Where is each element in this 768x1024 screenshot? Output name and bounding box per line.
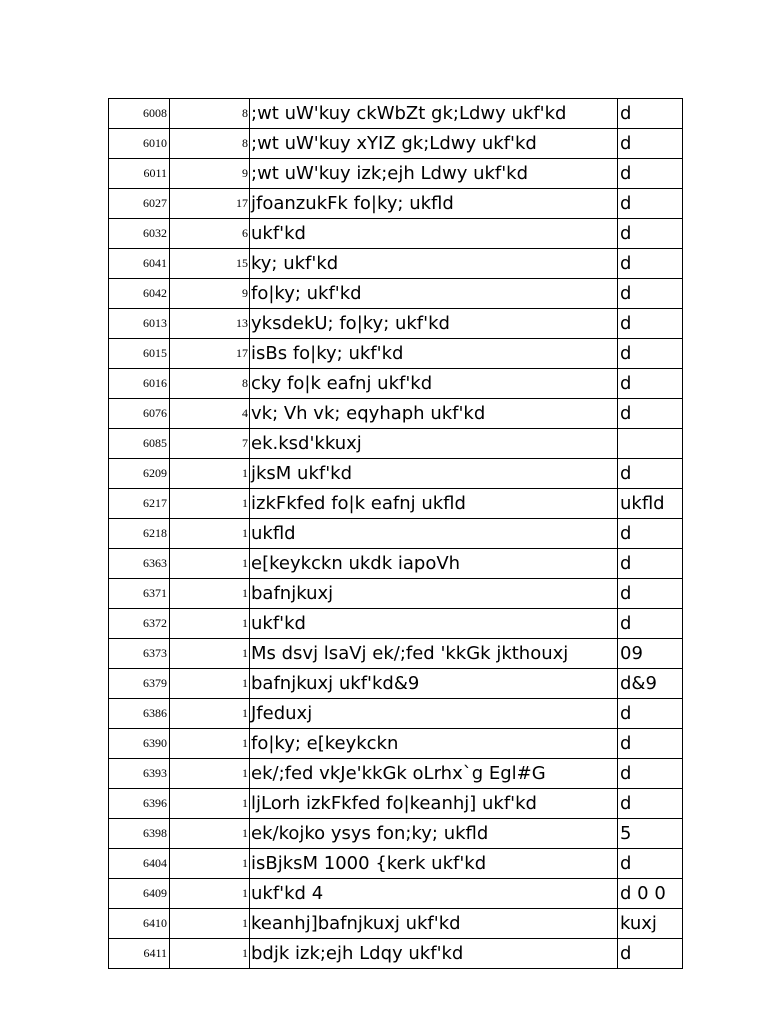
row-code-cell: 6027 — [109, 189, 170, 219]
table-row — [109, 459, 683, 489]
row-code-cell: 6393 — [109, 759, 170, 789]
row-description-cell: yksdekU; fo|ky; ukf'kd — [250, 309, 618, 339]
row-quantity-cell: 1 — [170, 609, 250, 639]
row-code-cell: 6379 — [109, 669, 170, 699]
table-row — [109, 669, 683, 699]
row-quantity-cell: 6 — [170, 219, 250, 249]
row-description-cell: bafnjkuxj — [250, 579, 618, 609]
row-quantity-cell: 9 — [170, 159, 250, 189]
row-description-cell: ky; ukf'kd — [250, 249, 618, 279]
table-row — [109, 639, 683, 669]
row-unit-cell: d — [618, 189, 683, 219]
data-table — [108, 98, 683, 969]
table-row — [109, 909, 683, 939]
row-description-cell: Ms dsvj lsaVj ek/;fed 'kkGk jkthouxj — [250, 639, 618, 669]
row-description-cell: fo|ky; e[keykckn — [250, 729, 618, 759]
row-unit-cell: d — [618, 129, 683, 159]
row-quantity-cell: 13 — [170, 309, 250, 339]
row-quantity-cell: 1 — [170, 639, 250, 669]
row-description-cell: ukf'kd 4 — [250, 879, 618, 909]
row-code-cell: 6085 — [109, 429, 170, 459]
row-unit-cell: d — [618, 549, 683, 579]
row-unit-cell: d — [618, 939, 683, 969]
table-row — [109, 579, 683, 609]
row-quantity-cell: 1 — [170, 459, 250, 489]
row-code-cell: 6390 — [109, 729, 170, 759]
row-code-cell: 6008 — [109, 99, 170, 129]
row-unit-cell: d — [618, 609, 683, 639]
row-unit-cell: kuxj — [618, 909, 683, 939]
row-unit-cell: d — [618, 519, 683, 549]
row-unit-cell: d — [618, 219, 683, 249]
row-unit-cell: 5 — [618, 819, 683, 849]
row-quantity-cell: 8 — [170, 99, 250, 129]
row-description-cell: bafnjkuxj ukf'kd&9 — [250, 669, 618, 699]
row-description-cell: fo|ky; ukf'kd — [250, 279, 618, 309]
row-unit-cell: 09 — [618, 639, 683, 669]
table-row — [109, 339, 683, 369]
row-quantity-cell: 1 — [170, 669, 250, 699]
row-description-cell: cky fo|k eafnj ukf'kd — [250, 369, 618, 399]
row-quantity-cell: 7 — [170, 429, 250, 459]
table-row — [109, 849, 683, 879]
row-unit-cell: d 0 0 — [618, 879, 683, 909]
row-unit-cell: d — [618, 339, 683, 369]
row-unit-cell: d — [618, 249, 683, 279]
table-row — [109, 189, 683, 219]
table-row — [109, 399, 683, 429]
row-unit-cell: d&9 — [618, 669, 683, 699]
row-code-cell: 6015 — [109, 339, 170, 369]
row-code-cell: 6016 — [109, 369, 170, 399]
row-quantity-cell: 1 — [170, 519, 250, 549]
row-description-cell: ukfld — [250, 519, 618, 549]
row-description-cell: isBs fo|ky; ukf'kd — [250, 339, 618, 369]
row-description-cell: ek.ksd'kkuxj — [250, 429, 618, 459]
row-unit-cell — [618, 429, 683, 459]
row-description-cell: ek/kojko ysys fon;ky; ukfld — [250, 819, 618, 849]
row-description-cell: ukf'kd — [250, 609, 618, 639]
row-code-cell: 6386 — [109, 699, 170, 729]
row-quantity-cell: 8 — [170, 369, 250, 399]
row-description-cell: isBjksM 1000 {kerk ukf'kd — [250, 849, 618, 879]
row-unit-cell: d — [618, 309, 683, 339]
row-code-cell: 6398 — [109, 819, 170, 849]
row-quantity-cell: 1 — [170, 489, 250, 519]
table-row — [109, 819, 683, 849]
row-code-cell: 6013 — [109, 309, 170, 339]
row-unit-cell: d — [618, 159, 683, 189]
row-description-cell: keanhj]bafnjkuxj ukf'kd — [250, 909, 618, 939]
row-description-cell: bdjk izk;ejh Ldqy ukf'kd — [250, 939, 618, 969]
table-row — [109, 549, 683, 579]
row-unit-cell: d — [618, 759, 683, 789]
row-unit-cell: d — [618, 699, 683, 729]
row-code-cell: 6409 — [109, 879, 170, 909]
row-description-cell: ljLorh izkFkfed fo|keanhj] ukf'kd — [250, 789, 618, 819]
row-code-cell: 6363 — [109, 549, 170, 579]
table-row — [109, 429, 683, 459]
table-row — [109, 699, 683, 729]
row-code-cell: 6042 — [109, 279, 170, 309]
row-unit-cell: ukfld — [618, 489, 683, 519]
row-description-cell: ;wt uW'kuy izk;ejh Ldwy ukf'kd — [250, 159, 618, 189]
row-description-cell: Jfeduxj — [250, 699, 618, 729]
row-quantity-cell: 4 — [170, 399, 250, 429]
row-description-cell: e[keykckn ukdk iapoVh — [250, 549, 618, 579]
row-code-cell: 6372 — [109, 609, 170, 639]
table-row — [109, 279, 683, 309]
row-description-cell: ;wt uW'kuy ckWbZt gk;Ldwy ukf'kd — [250, 99, 618, 129]
table-row — [109, 99, 683, 129]
table-row — [109, 219, 683, 249]
row-code-cell: 6209 — [109, 459, 170, 489]
row-code-cell: 6076 — [109, 399, 170, 429]
table-row — [109, 879, 683, 909]
table-row — [109, 129, 683, 159]
row-quantity-cell: 17 — [170, 189, 250, 219]
row-unit-cell: d — [618, 399, 683, 429]
row-quantity-cell: 1 — [170, 909, 250, 939]
row-description-cell: izkFkfed fo|k eafnj ukfld — [250, 489, 618, 519]
row-code-cell: 6396 — [109, 789, 170, 819]
row-quantity-cell: 1 — [170, 789, 250, 819]
table-row — [109, 609, 683, 639]
table-row — [109, 489, 683, 519]
row-unit-cell: d — [618, 459, 683, 489]
row-code-cell: 6371 — [109, 579, 170, 609]
row-description-cell: ;wt uW'kuy xYIZ gk;Ldwy ukf'kd — [250, 129, 618, 159]
row-quantity-cell: 1 — [170, 819, 250, 849]
row-quantity-cell: 15 — [170, 249, 250, 279]
row-description-cell: jfoanzukFk fo|ky; ukfld — [250, 189, 618, 219]
row-code-cell: 6217 — [109, 489, 170, 519]
row-unit-cell: d — [618, 99, 683, 129]
row-code-cell: 6373 — [109, 639, 170, 669]
row-quantity-cell: 1 — [170, 759, 250, 789]
row-quantity-cell: 9 — [170, 279, 250, 309]
document-sheet — [108, 98, 678, 969]
row-quantity-cell: 17 — [170, 339, 250, 369]
row-quantity-cell: 1 — [170, 849, 250, 879]
row-quantity-cell: 1 — [170, 699, 250, 729]
table-row — [109, 759, 683, 789]
row-code-cell: 6010 — [109, 129, 170, 159]
table-row — [109, 789, 683, 819]
table-row — [109, 939, 683, 969]
row-unit-cell: d — [618, 369, 683, 399]
row-code-cell: 6404 — [109, 849, 170, 879]
row-quantity-cell: 1 — [170, 579, 250, 609]
row-unit-cell: d — [618, 729, 683, 759]
table-row — [109, 519, 683, 549]
table-row — [109, 729, 683, 759]
row-code-cell: 6411 — [109, 939, 170, 969]
row-code-cell: 6218 — [109, 519, 170, 549]
table-body — [109, 99, 683, 969]
row-code-cell: 6032 — [109, 219, 170, 249]
row-code-cell: 6011 — [109, 159, 170, 189]
row-unit-cell: d — [618, 849, 683, 879]
table-row — [109, 249, 683, 279]
row-quantity-cell: 1 — [170, 939, 250, 969]
table-row — [109, 159, 683, 189]
row-description-cell: ukf'kd — [250, 219, 618, 249]
row-code-cell: 6041 — [109, 249, 170, 279]
row-quantity-cell: 8 — [170, 129, 250, 159]
row-quantity-cell: 1 — [170, 549, 250, 579]
table-row — [109, 309, 683, 339]
row-unit-cell: d — [618, 789, 683, 819]
row-code-cell: 6410 — [109, 909, 170, 939]
row-quantity-cell: 1 — [170, 879, 250, 909]
table-row — [109, 369, 683, 399]
row-unit-cell: d — [618, 579, 683, 609]
row-description-cell: ek/;fed vkJe'kkGk oLrhx`g Egl#G — [250, 759, 618, 789]
row-quantity-cell: 1 — [170, 729, 250, 759]
row-unit-cell: d — [618, 279, 683, 309]
row-description-cell: jksM ukf'kd — [250, 459, 618, 489]
row-description-cell: vk; Vh vk; eqyhaph ukf'kd — [250, 399, 618, 429]
